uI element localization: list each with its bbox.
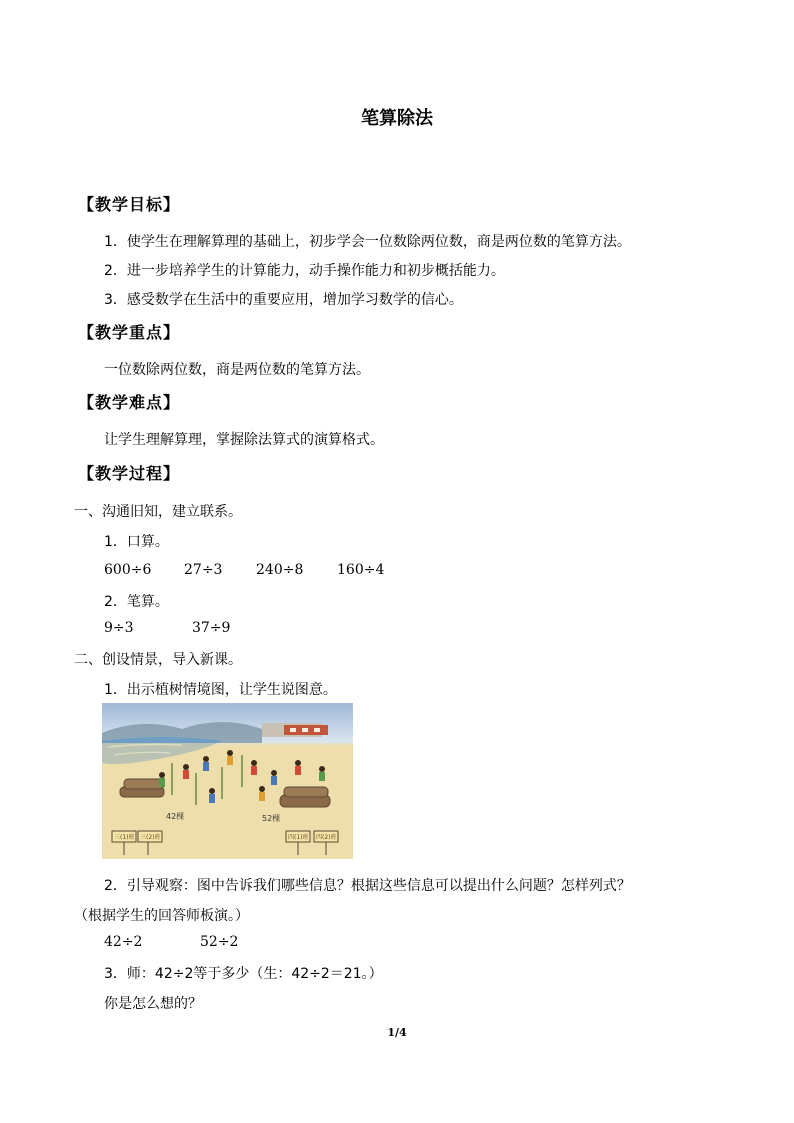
step3-text: 3．师：42÷2等于多少（生：42÷2＝21。）: [104, 966, 383, 982]
difficult-points-text: 让学生理解算理，掌握除法算式的演算格式。: [104, 432, 384, 448]
heading-difficult-points: 【教学难点】: [78, 393, 181, 412]
oral-expr: 160÷4: [337, 562, 385, 578]
heading-key-points: 【教学重点】: [78, 323, 181, 342]
step2-line1: 2．引导观察：图中告诉我们哪些信息？根据这些信息可以提出什么问题？怎样列式？: [104, 878, 631, 894]
page-title: 笔算除法: [361, 108, 433, 129]
goal-item-2: 2．进一步培养学生的计算能力，动手操作能力和初步概括能力。: [104, 263, 505, 279]
sign-label: 三(1)班: [114, 834, 135, 841]
division-expr: 42÷2: [104, 934, 143, 950]
key-points-text: 一位数除两位数，商是两位数的笔算方法。: [104, 362, 370, 378]
heading-goals: 【教学目标】: [78, 195, 181, 214]
goal-item-3: 3．感受数学在生活中的重要应用，增加学习数学的信心。: [104, 292, 463, 308]
oral-calc-title: 1．口算。: [104, 534, 169, 550]
process-part2-title: 二、创设情景，导入新课。: [74, 652, 242, 668]
sign-label: 四(2)班: [316, 834, 337, 841]
oral-expr: 27÷3: [184, 562, 223, 578]
page-number: 1/4: [387, 1026, 407, 1039]
step1-text: 1．出示植树情境图，让学生说图意。: [104, 682, 337, 698]
tree-planting-illustration: [102, 703, 353, 859]
pile-label-right: 52棵: [262, 814, 281, 823]
goal-item-1: 1．使学生在理解算理的基础上，初步学会一位数除两位数，商是两位数的笔算方法。: [104, 234, 631, 250]
step2-line2: （根据学生的回答师板演。）: [74, 908, 249, 924]
written-expr: 9÷3: [104, 620, 134, 636]
written-calc-title: 2．笔算。: [104, 594, 169, 610]
step3-question: 你是怎么想的？: [104, 996, 202, 1012]
written-expr: 37÷9: [192, 620, 231, 636]
sign-label: 四(1)班: [288, 834, 309, 841]
oral-expr: 240÷8: [256, 562, 304, 578]
heading-process: 【教学过程】: [78, 464, 181, 483]
sign-label: 三(2)班: [140, 834, 161, 841]
division-expr: 52÷2: [200, 934, 239, 950]
process-part1-title: 一、沟通旧知，建立联系。: [74, 504, 242, 520]
pile-label-left: 42棵: [166, 812, 185, 821]
oral-expr: 600÷6: [104, 562, 152, 578]
